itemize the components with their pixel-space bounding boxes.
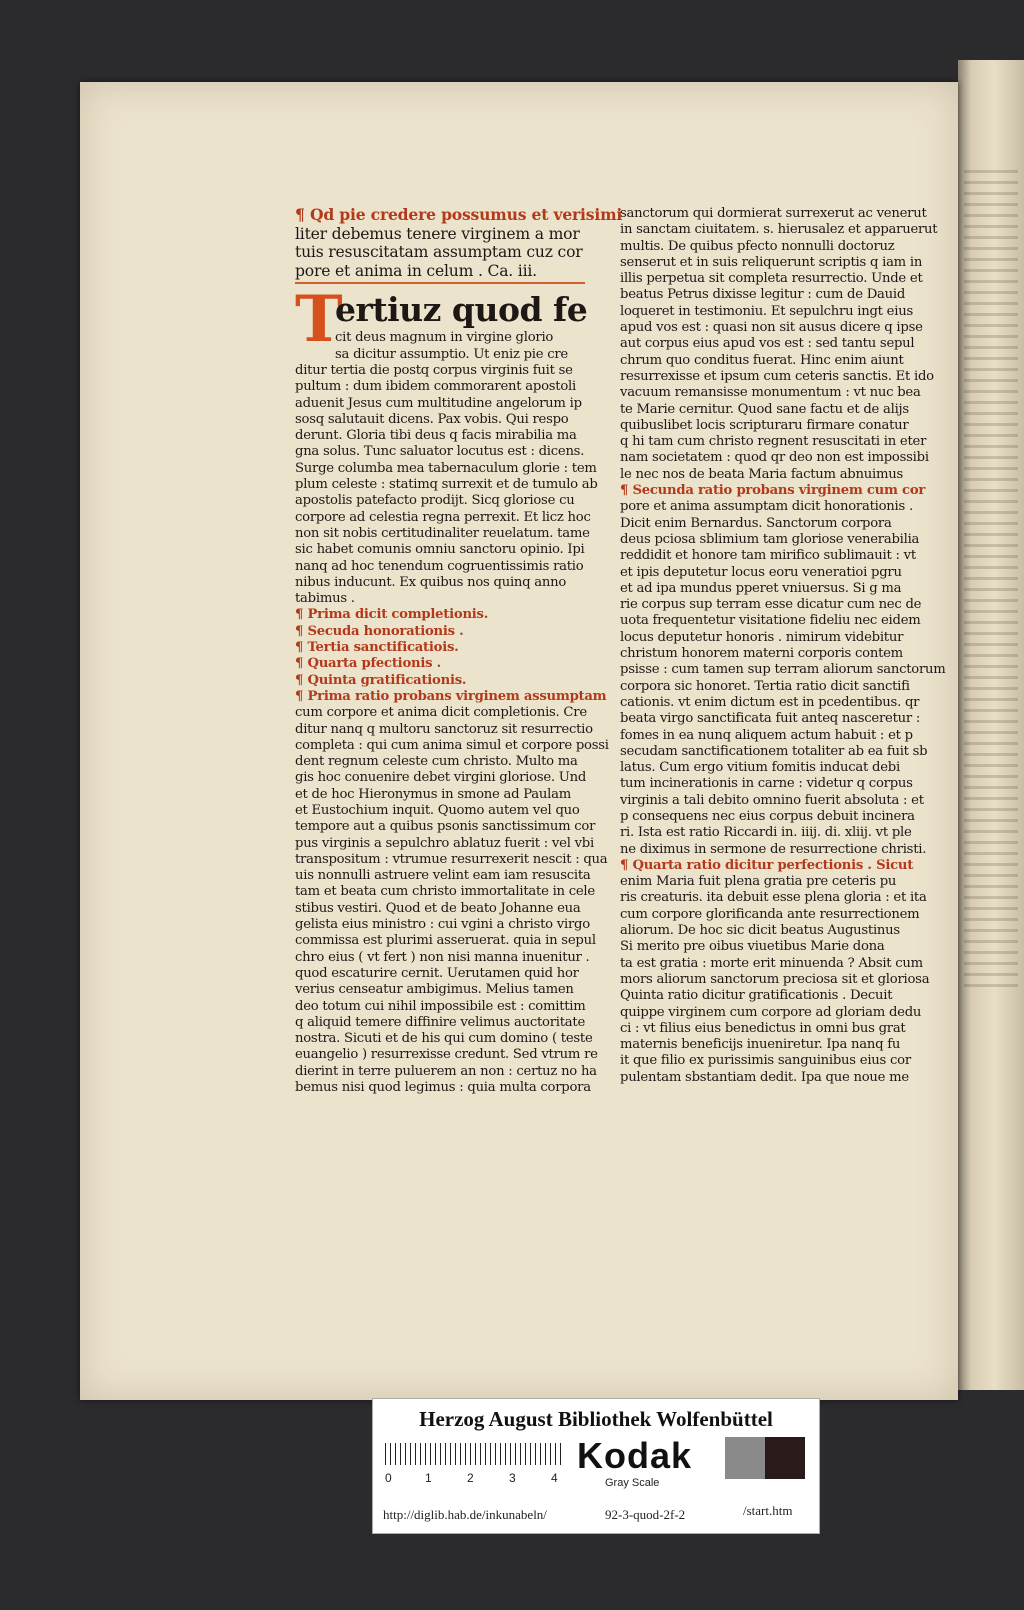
text-line: et de hoc Hieronymus in smone ad Paulam: [295, 786, 571, 802]
text-line: non sit nobis certitudinaliter reuelatum. tame: [295, 525, 590, 541]
library-url[interactable]: http://diglib.hab.de/inkunabeln/: [383, 1507, 547, 1522]
text-line: euangelio ) resurrexisse credunt. Sed vtrum re: [295, 1047, 598, 1063]
text-line: loqueret in testimoniu. Et sepulchru ingt eius: [620, 303, 913, 319]
text-line: te Marie cernitur. Quod sane factu et de alijs: [620, 401, 909, 417]
text-line: maternis beneficijs inueniretur. Ipa nanq fu: [620, 1037, 901, 1053]
text-line: Surge columba mea tabernaculum glorie : tem: [295, 460, 597, 476]
kodak-logo: Kodak: [577, 1435, 693, 1476]
heading-line: ¶ Qd pie credere possumus et verisimi: [295, 205, 623, 224]
ruler-number: 3: [509, 1471, 516, 1485]
text-line: christum honorem materni corporis contem: [620, 646, 903, 662]
text-line: q aliquid temere diffinire velimus auctoritate: [295, 1014, 585, 1030]
text-line: Dicit enim Bernardus. Sanctorum corpora: [620, 515, 892, 531]
right-column: [620, 206, 946, 1086]
text-line: tabimus .: [295, 591, 355, 607]
text-line: et Eustochium inquit. Quomo autem vel quo: [295, 802, 580, 818]
text-line: ¶ Secuda honorationis .: [295, 623, 464, 639]
text-line: ditur nanq q multoru sanctoruz sit resurrectio: [295, 721, 593, 737]
text-line: ne diximus in sermone de resurrectione christi.: [620, 841, 927, 857]
text-line: ris creaturis. ita debuit esse plena gloria : et ita: [620, 890, 927, 906]
text-line: locus deputetur honoris . nimirum videbitur: [620, 629, 904, 645]
text-line: stibus vestiri. Quod et de beato Johanne eua: [295, 900, 581, 916]
text-line: aut corpus eius apud vos est : sed tantu sepul: [620, 336, 915, 352]
text-line: ¶ Tertia sanctificatiois.: [295, 640, 459, 656]
text-line: pultum : dum ibidem commorarent apostoli: [295, 379, 576, 395]
text-line: dierint in terre puluerem an non : certuz no ha: [295, 1063, 597, 1079]
text-line: multis. De quibus pfecto nonnulli doctoruz: [620, 238, 895, 254]
text-line: ci : vt filius eius benedictus in omni bus grat: [620, 1020, 906, 1036]
text-line: cum corpore glorificanda ante resurrectionem: [620, 906, 920, 922]
text-line: commissa est plurimi asseruerat. quia in sepul: [295, 933, 596, 949]
text-line: ¶ Prima dicit completionis.: [295, 607, 489, 623]
text-line: tam et beata cum christo immortalitate in cele: [295, 884, 595, 900]
text-line: p consequens nec eius corpus debuit incinera: [620, 808, 915, 824]
text-line: gelista eius ministro : cui vgini a christo virgo: [295, 917, 590, 933]
text-line: cationis. vt enim dictum est in pcedentibus. qr: [620, 694, 920, 710]
text-line: ¶ Quarta pfectionis .: [295, 656, 441, 672]
text-line: reddidit et honore tam mirifico sublimauit : vt: [620, 548, 916, 564]
text-line: ditur tertia die postq corpus virginis fuit se: [295, 362, 573, 378]
text-line: sic habet comunis omniu sanctoru opinio. Ipi: [295, 542, 585, 558]
text-line: transpositum : vtrumue resurrexerit nescit : qua: [295, 851, 608, 867]
text-line: in sanctam ciuitatem. s. hierusalez et apparuerut: [620, 222, 938, 238]
library-color-card: [372, 1398, 820, 1534]
ruler-number: 1: [425, 1471, 432, 1485]
text-line: enim Maria fuit plena gratia pre ceteris pu: [620, 874, 897, 890]
text-line: quippe virginem cum corpore ad gloriam dedu: [620, 1004, 922, 1020]
text-line: derunt. Gloria tibi deus q facis mirabilia ma: [295, 428, 577, 444]
ruler-number: 4: [551, 1471, 558, 1485]
text-line: bemus nisi quod legimus : quia multa corpora: [295, 1080, 591, 1096]
text-line: corpore ad celestia regna perrexit. Et licz hoc: [295, 509, 591, 525]
ruler-number: 2: [467, 1471, 474, 1485]
text-line: gna solus. Tunc saluator locutus est : dicens.: [295, 444, 585, 460]
text-line: sanctorum qui dormierat surrexerut ac venerut: [620, 206, 927, 221]
adjacent-page-edge: [958, 60, 1024, 1390]
text-line: rie corpus sup terram esse dicatur cum nec de: [620, 597, 922, 613]
ruler-number: 0: [385, 1471, 392, 1485]
text-line: le nec nos de beata Maria factum abnuimus: [620, 466, 903, 482]
chapter-heading: [295, 205, 623, 284]
gray-swatch: [725, 1437, 765, 1479]
text-line: plum celeste : statimq surrexit et de tumulo ab: [295, 477, 598, 493]
right-column-body: [620, 206, 946, 1086]
text-line: nibus inducunt. Ex quibus nos quinq anno: [295, 574, 567, 590]
text-line: nanq ad hoc tenendum cogruentissimis ratio: [295, 558, 584, 574]
text-line: quod escaturire cernit. Uerutamen quid hor: [295, 965, 579, 981]
text-line: senserut et in suis reliquerunt scriptis q iam in: [620, 254, 923, 270]
start-link[interactable]: /start.htm: [743, 1503, 793, 1518]
text-line: nostra. Sicuti et de his qui cum domino ( teste: [295, 1031, 593, 1047]
text-line: gis hoc conuenire debet virgini gloriose. Und: [295, 770, 587, 786]
text-line: cum corpore et anima dicit completionis. Cre: [295, 705, 587, 721]
text-line: it que filio ex purissimis sanguinibus eius cor: [620, 1053, 911, 1069]
text-line: apud vos est : quasi non sit ausus dicere q ipse: [620, 320, 923, 336]
text-line: psisse : cum tamen sup terram aliorum sanctorum: [620, 662, 946, 678]
heading-line: tuis resuscitatam assumptam cuz cor: [295, 243, 583, 262]
text-line: vacuum remansisse monumentum : vt nuc bea: [620, 385, 921, 401]
text-line: tempore aut a quibus psonis sanctissimum cor: [295, 819, 596, 835]
dark-swatch: [765, 1437, 805, 1479]
text-line: fomes in ea nunq aliquem actum habuit : et p: [620, 727, 913, 743]
decorated-initial: T: [295, 282, 343, 358]
opening-block: [295, 282, 588, 363]
text-line: uis nonnulli astruere velint eam iam resuscita: [295, 868, 591, 884]
text-line: ¶ Quinta gratificationis.: [295, 672, 467, 688]
text-line: quibuslibet locis scripturaru firmare conatur: [620, 417, 909, 433]
text-line: nam societatem : quod qr deo non est impossibi: [620, 450, 929, 466]
text-line: corpora sic honoret. Tertia ratio dicit sanctifi: [620, 678, 910, 694]
text-line: dent regnum celeste cum christo. Multo ma: [295, 754, 578, 770]
text-line: ta est gratia : morte erit minuenda ? Absit cum: [620, 955, 923, 971]
text-line: mors aliorum sanctorum preciosa sit et gloriosa: [620, 971, 930, 987]
text-line: q hi tam cum christo regnent resuscitati in eter: [620, 434, 927, 450]
text-line: ¶ Quarta ratio dicitur perfectionis . Sicut: [620, 857, 914, 873]
text-line: chro eius ( vt fert ) non nisi manna inuenitur .: [295, 949, 590, 965]
text-line: pulentam sbstantiam dedit. Ipa que noue me: [620, 1069, 909, 1085]
text-line: pus virginis a sepulchro ablatuz fuerit : vel vbi: [295, 835, 594, 851]
text-line: deus pciosa sblimium tam gloriose venerabilia: [620, 531, 920, 547]
text-line: aduenit Jesus cum multitudine angelorum ip: [295, 395, 582, 411]
text-line: completa : qui cum anima simul et corpore possi: [295, 737, 609, 753]
text-line: beatus Petrus dixisse legitur : cum de Dauid: [620, 287, 906, 303]
text-line: ¶ Secunda ratio probans virginem cum cor: [620, 483, 926, 499]
library-name: Herzog August Bibliothek Wolfenbüttel: [419, 1407, 773, 1431]
text-line: tum incinerationis in carne : videtur q corpus: [620, 776, 913, 792]
text-line: sa dicitur assumptio. Ut eniz pie cre: [335, 346, 568, 362]
text-line: latus. Cum ergo vitium fomitis inducat debi: [620, 760, 900, 776]
text-line: sosq salutauit dicens. Pax vobis. Qui respo: [295, 411, 569, 427]
text-line: cit deus magnum in virgine glorio: [335, 330, 554, 346]
text-line: et ipis deputetur locus eoru veneratioi pgru: [620, 564, 902, 580]
manuscript-page: [80, 82, 958, 1400]
opening-words: ertiuz quod fe: [335, 290, 588, 330]
text-line: chrum quo conditus fuerat. Hinc enim aiunt: [620, 352, 904, 368]
text-line: Quinta ratio dicitur gratificationis . Decuit: [620, 988, 893, 1004]
text-line: resurrexisse et ipsum cum ceteris sanctis. Et ido: [620, 368, 934, 384]
text-line: ri. Ista est ratio Riccardi in. iiij. di. xliij. vt ple: [620, 825, 912, 841]
left-column-body: [295, 362, 609, 1096]
text-line: et ad ipa mundus pperet vniuersus. Si g ma: [620, 580, 902, 596]
text-line: aliorum. De hoc sic dicit beatus Augustinus: [620, 923, 900, 939]
ruler-scale: [385, 1443, 561, 1465]
left-column: [295, 205, 623, 1096]
text-line: deo totum cui nihil impossibile est : comittim: [295, 998, 586, 1014]
heading-line: pore et anima in celum . Ca. iii.: [295, 261, 537, 280]
text-line: Si merito pre oibus viuetibus Marie dona: [620, 939, 885, 955]
text-line: beata virgo sanctificata fuit anteq nasceretur :: [620, 711, 921, 727]
text-line: secudam sanctificationem totaliter ab ea fuit sb: [620, 743, 928, 759]
text-line: apostolis patefacto prodijt. Sicq gloriose cu: [295, 493, 575, 509]
text-line: uota frequentetur visitatione fideliu nec eidem: [620, 613, 921, 629]
text-line: ¶ Prima ratio probans virginem assumptam: [295, 688, 607, 704]
heading-line: liter debemus tenere virginem a mor: [295, 224, 580, 243]
text-line: pore et anima assumptam dicit honorationis .: [620, 499, 913, 515]
gray-scale-label: Gray Scale: [605, 1477, 660, 1489]
item-identifier: 92-3-quod-2f-2: [605, 1507, 686, 1522]
text-line: illis perpetua sit completa resurrectio. Unde et: [620, 271, 923, 287]
text-line: verius censeatur ambigimus. Melius tamen: [295, 982, 574, 998]
text-line: virginis a tali debito omnino fuerit absoluta : et: [620, 792, 924, 808]
